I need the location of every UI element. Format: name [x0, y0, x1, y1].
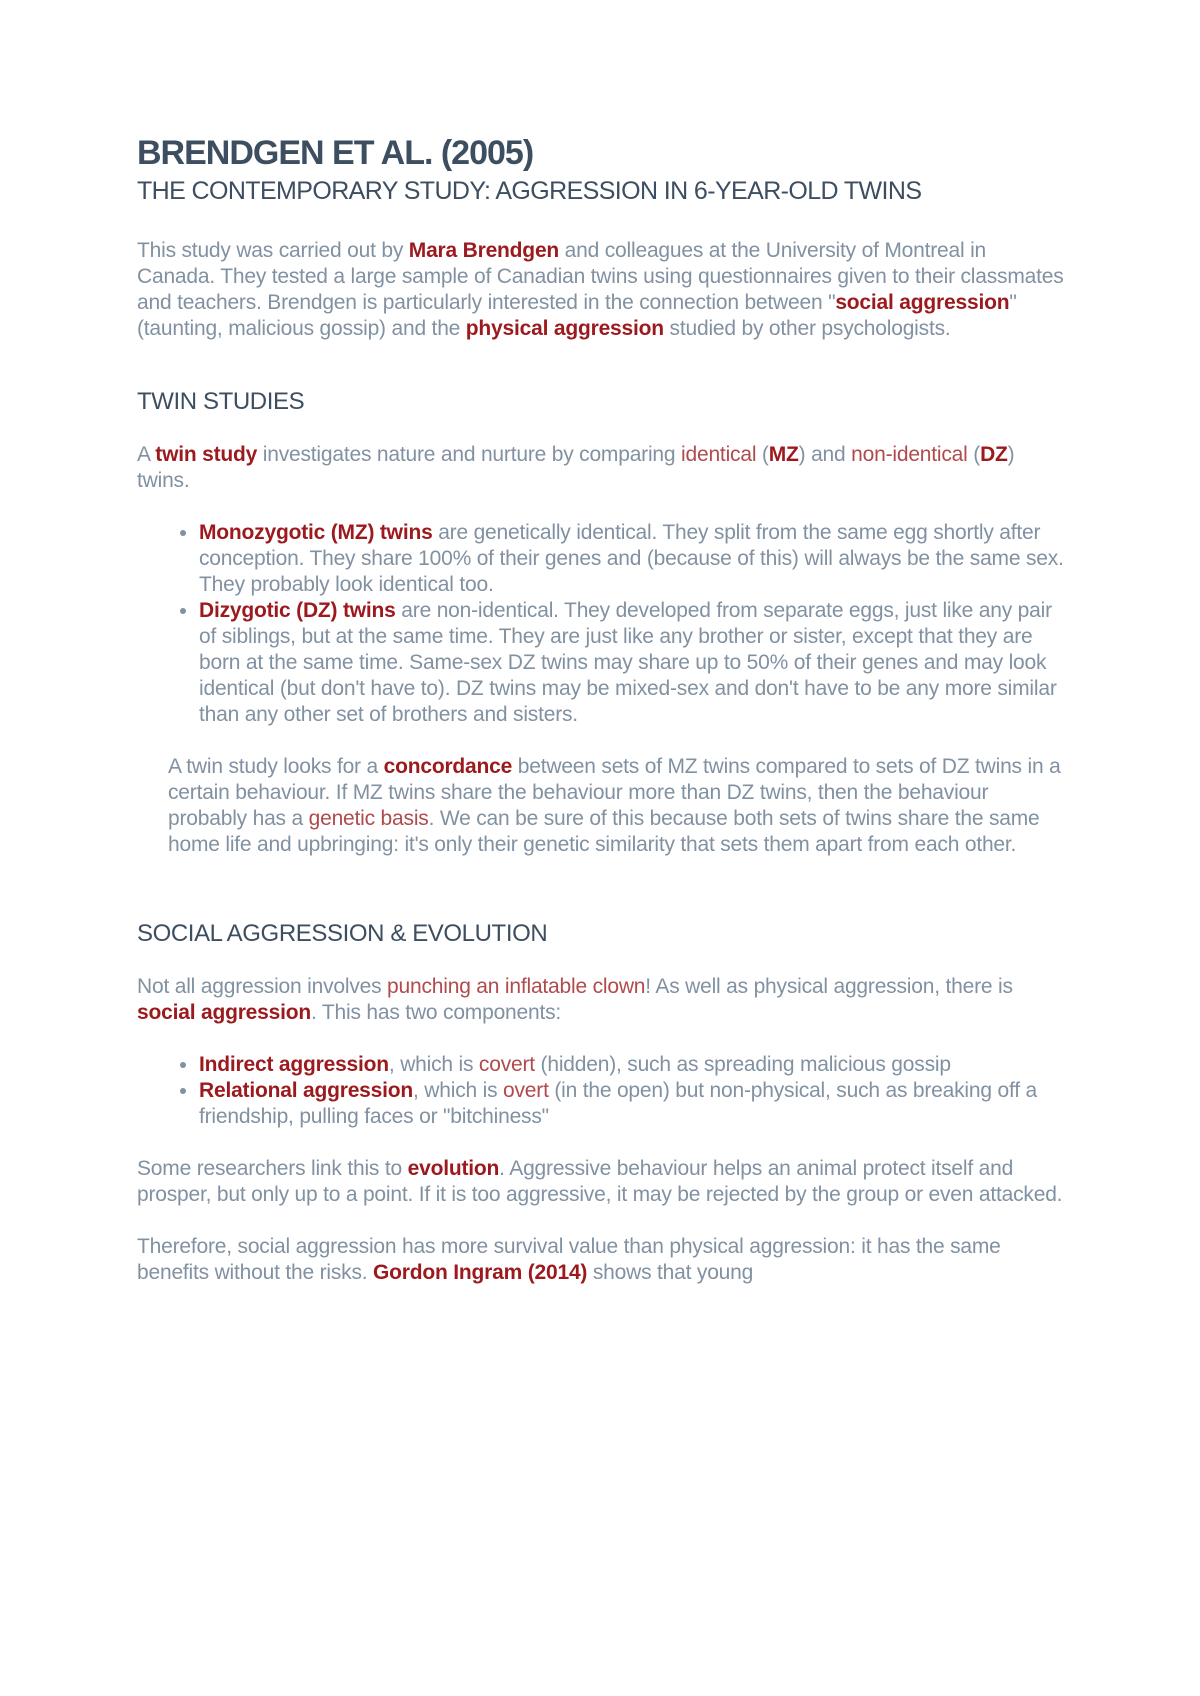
- list-item-relational-aggression: • Relational aggression, which is overt (in the open) but non-physical, such as breaking off a friendship, pulling faces or "bitchiness": [199, 1078, 1069, 1130]
- section-heading-social-aggression: SOCIAL AGGRESSION & EVOLUTION: [137, 919, 548, 947]
- intro-paragraph: This study was carried out by Mara Brendgen and colleagues at the University of Montreal in Canada. They tested a large sample of Canadian twins using questionnaires given to their classmates and teachers. Brendgen is particularly interested in the connection between "social aggression" (taunting, malicious gossip) and the physical aggression studied by other psychologists.: [137, 238, 1064, 340]
- section-heading-twin-studies: TWIN STUDIES: [137, 387, 305, 415]
- document-body: [137, 133, 1069, 1286]
- page-subtitle: THE CONTEMPORARY STUDY: AGGRESSION IN 6-YEAR-OLD TWINS: [137, 176, 922, 205]
- evolution-paragraph: Some researchers link this to evolution. Aggressive behaviour helps an animal protect itself and prosper, but only up to a point. If it is too aggressive, it may be rejected by the group or even attacked.: [137, 1156, 1063, 1206]
- list-item-dz-twins: • Dizygotic (DZ) twins are non-identical. They developed from separate eggs, just like any pair of siblings, but at the same time. They are just like any brother or sister, except that they are born at the same time. Same-sex DZ twins may share up to 50% of their genes and may look identical (but don't have to). DZ twins may be mixed-sex and don't have to be any more similar than any other set of brothers and sisters.: [199, 598, 1069, 728]
- social-aggression-intro-paragraph: Not all aggression involves punching an inflatable clown! As well as physical aggression, there is social aggression. This has two components:: [137, 974, 1013, 1024]
- bullet-list-aggression-components: [137, 1052, 1069, 1130]
- survival-value-paragraph: Therefore, social aggression has more survival value than physical aggression: it has the same benefits without the risks. Gordon Ingram (2014) shows that young: [137, 1234, 1001, 1284]
- list-item-mz-twins: • Monozygotic (MZ) twins are genetically identical. They split from the same egg shortly after conception. They share 100% of their genes and (because of this) will always be the same sex. They probably look identical too.: [199, 520, 1069, 598]
- concordance-paragraph: A twin study looks for a concordance between sets of MZ twins compared to sets of DZ twins in a certain behaviour. If MZ twins share the behaviour more than DZ twins, then the behaviour probably has a genetic basis. We can be sure of this because both sets of twins share the same home life and upbringing: it's only their genetic similarity that sets them apart from each other.: [168, 754, 1061, 856]
- twin-study-definition-paragraph: A twin study investigates nature and nurture by comparing identical (MZ) and non-identical (DZ) twins.: [137, 442, 1015, 492]
- bullet-list-twin-types: [137, 520, 1069, 728]
- list-item-indirect-aggression: • Indirect aggression, which is covert (hidden), such as spreading malicious gossip: [199, 1052, 1069, 1078]
- page-title: BRENDGEN ET AL. (2005): [137, 134, 534, 172]
